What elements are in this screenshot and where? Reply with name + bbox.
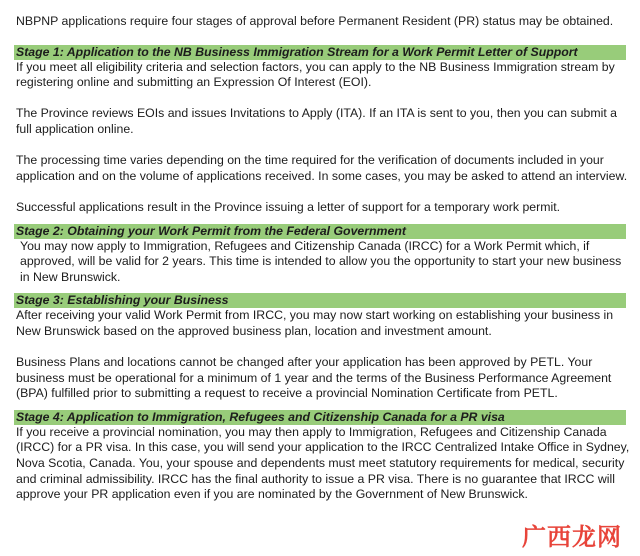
stage-1-paragraph-1: If you meet all eligibility criteria and selection factors, you can apply to the NB Business Immigration stream by registering online and submitting an Expression Of Interest (EOI). [16,59,615,90]
stage-1-header: Stage 1: Application to the NB Business Immigration Stream for a Work Permit Letter of Support [14,45,626,60]
stage-1-paragraph-2: The Province reviews EOIs and issues Invitations to Apply (ITA). If an ITA is sent to you, then you can submit a full application online. [16,106,618,136]
stage-1-paragraph-4: Successful applications result in the Province issuing a letter of support for a temporary work permit. [16,199,561,214]
stage-1-section [16,45,630,216]
stage-2-paragraph-1: You may now apply to Immigration, Refugees and Citizenship Canada (IRCC) for a Work Permit which, if approved, will be valid for 2 years. This time is intended to allow you the opportunity to start your new business in New Brunswick. [20,238,622,284]
stage-3-section [16,293,630,402]
stage-2-section [16,224,630,286]
stage-4-section [16,410,630,503]
stage-3-paragraph-1: After receiving your valid Work Permit from IRCC, you may now start working on establishing your business in New Brunswick based on the approved business plan, location and investment amount. [16,308,614,338]
stage-4-paragraph-1: If you receive a provincial nomination, you may then apply to Immigration, Refugees and Citizenship Canada (IRCC) for a PR visa. In this case, you will send your application to the IRCC Centralized Intake Office in Sydney, Nova Scotia, Canada. You, your spouse and dependents must meet statutory requirements for medical, security and criminal admissibility. IRCC has the final authority to issue a PR visa. There is no guarantee that IRCC will approve your PR application even if you are nominated by the Government of New Brunswick. [16,424,630,502]
intro-paragraph: NBPNP applications require four stages of approval before Permanent Resident (PR) status may be obtained. [16,14,614,28]
stage-3-header: Stage 3: Establishing your Business [14,293,626,308]
watermark-logo: 广西龙网 [522,522,622,551]
stage-3-paragraph-2: Business Plans and locations cannot be changed after your application has been approved by PETL. Your business must be operational for a minimum of 1 year and the terms of the Business Performance Agreement (BPA) fulfilled prior to submitting a request to receive a provincial Nomination Certificate from PETL. [16,355,612,401]
watermark [518,518,626,550]
stage-1-paragraph-3: The processing time varies depending on the time required for the verification of documents included in your application and on the volume of applications received. In some cases, you may be asked to attend an interview. [16,153,628,183]
stage-2-header: Stage 2: Obtaining your Work Permit from the Federal Government [14,224,626,239]
stage-4-header: Stage 4: Application to Immigration, Refugees and Citizenship Canada for a PR visa [14,410,626,425]
